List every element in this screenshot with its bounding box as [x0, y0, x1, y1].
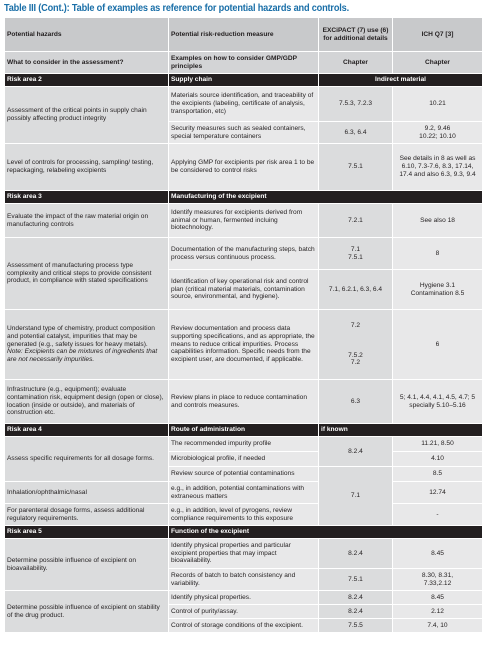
ich-cell: See details in 8 as well as 6.10, 7.3-7.6, 8.3, 17.14, 17.4 and also 6.3, 9.3, 9.4	[393, 144, 483, 191]
measure-cell: Security measures such as sealed containers, special temperature containers	[169, 122, 319, 144]
measure-cell: Identify physical properties.	[169, 591, 319, 605]
risk-area-label: Risk area 4	[5, 424, 169, 437]
risk-area-topic: Supply chain	[169, 74, 319, 87]
ich-line: 8.30, 8.31,	[421, 571, 454, 579]
table-row	[5, 380, 483, 424]
risk-area-note: if known	[319, 424, 483, 437]
ich-cell: 5; 4.1, 4.4, 4.1, 4.5, 4.7; 5 specially 5.10–5.16	[393, 380, 483, 424]
ich-cell: 8	[393, 238, 483, 270]
measure-cell: Records of batch to batch consistency and variability.	[169, 569, 319, 591]
measure-cell: The recommended impurity profile	[169, 437, 319, 452]
ich-cell: 6	[393, 310, 483, 380]
excipact-cell: 8.2.4	[319, 591, 393, 605]
excipact-cell: 7.1	[319, 467, 393, 526]
excipact-line: 7.2	[350, 321, 361, 329]
hazard-cell: Infrastructure (e.g., equipment); evaluate contamination risk, equipment design (open or close), location (inside or outside), and materials of construction etc.	[5, 380, 169, 424]
hazard-cell: Determine possible influence of excipient on stability of the drug product.	[5, 591, 169, 633]
table-row	[5, 238, 483, 270]
table-title: Table III (Cont.): Table of examples as reference for potential hazards and controls.	[4, 3, 349, 14]
measure-cell: Identify physical properties and particular excipient properties that may impact bioavailability.	[169, 539, 319, 569]
ich-cell: 10.21	[393, 87, 483, 122]
subheader-examples: Examples on how to consider GMP/GDP principles	[169, 52, 319, 74]
measure-cell: Materials source identification, and traceability of the excipients (labeling, certificate of analysis, transportation, etc)	[169, 87, 319, 122]
risk-area-topic: Manufacturing of the excipient	[169, 191, 483, 204]
excipact-cell: 7.5.3, 7.2.3	[319, 87, 393, 122]
ich-cell: 8.5	[393, 467, 483, 482]
excipact-line: 7.5.2	[348, 351, 363, 359]
excipact-cell: 7.2.1	[319, 204, 393, 238]
excipact-line: 7.2	[350, 359, 361, 367]
measure-cell: Review plans in place to reduce contamination and controls measures.	[169, 380, 319, 424]
hazard-note: Note: Excipients can be mixtures of ingredients that are not necessarily impurities.	[7, 348, 158, 364]
ich-line: Hygiene 3.1	[419, 281, 456, 289]
excipact-cell: 7.5.1	[319, 569, 393, 591]
excipact-cell	[319, 238, 393, 270]
excipact-cell: 8.2.4	[319, 539, 393, 569]
risk-area-note: Indirect material	[319, 74, 483, 87]
risk-area-row	[5, 526, 483, 539]
table-header-row	[5, 18, 483, 52]
hazard-text: Understand type of chemistry, product composition and potential catalyst, impurities that may be generated (e.g., safety issues for heavy metals).	[7, 325, 155, 348]
header-excipact: EXCiPACT (7) use (6) for additional details	[319, 18, 393, 52]
measure-cell: Review documentation and process data supporting specifications, and as appropriate, the means to reduce critical impurities. Process capabilities information. Specific needs from the excipient user, are documented, if applicable.	[169, 310, 319, 380]
excipact-cell: 8.2.4	[319, 437, 393, 467]
risk-area-topic: Function of the excipient	[169, 526, 483, 539]
hazard-cell	[5, 310, 169, 380]
ich-line: 7.33,2.12	[423, 579, 452, 587]
table-row	[5, 310, 483, 380]
ich-cell: 12.74	[393, 482, 483, 504]
ich-cell: 4.10	[393, 452, 483, 467]
hazard-cell: Determine possible influence of excipient on bioavailability.	[5, 539, 169, 591]
ich-cell: 7.4, 10	[393, 619, 483, 633]
risk-area-topic: Route of administration	[169, 424, 319, 437]
table-row	[5, 539, 483, 569]
hazard-cell: Level of controls for processing, sampling/ testing, repackaging, relabeling excipients	[5, 144, 169, 191]
subheader-chapter-excipact: Chapter	[319, 52, 393, 74]
excipact-cell: 8.2.4	[319, 605, 393, 619]
measure-cell: Control of storage conditions of the excipient.	[169, 619, 319, 633]
excipact-line: 7.1	[350, 245, 361, 253]
hazard-cell: For parenteral dosage forms, assess additional regulatory requirements.	[5, 504, 169, 526]
table-row	[5, 87, 483, 122]
hazard-cell: Inhalation/ophthalmic/nasal	[5, 482, 169, 504]
risk-area-row	[5, 74, 483, 87]
risk-area-label: Risk area 2	[5, 74, 169, 87]
hazard-cell: Evaluate the impact of the raw material origin on manufacturing controls	[5, 204, 169, 238]
table-subheader-row	[5, 52, 483, 74]
subheader-what-to-consider: What to consider in the assessment?	[5, 52, 169, 74]
table-row	[5, 144, 483, 191]
ich-cell: 2.12	[393, 605, 483, 619]
risk-area-label: Risk area 3	[5, 191, 169, 204]
measure-cell: Control of purity/assay.	[169, 605, 319, 619]
excipact-line: 7.5.1	[348, 253, 363, 261]
measure-cell: Documentation of the manufacturing steps, batch process versus continuous process.	[169, 238, 319, 270]
ich-cell: 11.21, 8.50	[393, 437, 483, 452]
ich-cell: See also 18	[393, 204, 483, 238]
hazard-cell: Assess specific requirements for all dosage forms.	[5, 437, 169, 482]
excipact-cell: 7.5.5	[319, 619, 393, 633]
ich-line: 9.2, 9.46	[424, 124, 451, 132]
hazards-table	[4, 17, 483, 633]
measure-cell: e.g., in addition, potential contaminations with extraneous matters	[169, 482, 319, 504]
measure-cell: Applying GMP for excipients per risk area 1 to be be considered to control risks	[169, 144, 319, 191]
header-potential-hazards: Potential hazards	[5, 18, 169, 52]
ich-line: Contamination 8.5	[410, 289, 465, 297]
ich-line: 10.22; 10.10	[419, 132, 456, 140]
table-row	[5, 504, 483, 526]
ich-cell	[393, 569, 483, 591]
hazard-cell: Assessment of manufacturing process type complexity and critical steps to provide consistent product, in compliance with stated specifications	[5, 238, 169, 310]
header-risk-reduction: Potential risk-reduction measure	[169, 18, 319, 52]
table-row	[5, 204, 483, 238]
table-row	[5, 591, 483, 605]
hazard-cell: Assessment of the critical points in supply chain possibly affecting product integrity	[5, 87, 169, 144]
risk-area-row	[5, 424, 483, 437]
subheader-chapter-ich: Chapter	[393, 52, 483, 74]
header-ich-q7: ICH Q7 [3]	[393, 18, 483, 52]
ich-cell	[393, 122, 483, 144]
excipact-cell: 7.5.1	[319, 144, 393, 191]
excipact-spacer	[321, 330, 390, 352]
measure-cell: Microbiological profile, if needed	[169, 452, 319, 467]
excipact-cell	[319, 310, 393, 380]
ich-cell: -	[393, 504, 483, 526]
measure-cell: Review source of potential contaminations	[169, 467, 319, 482]
table-row	[5, 437, 483, 452]
risk-area-row	[5, 191, 483, 204]
measure-cell: e.g., in addition, level of pyrogens, review compliance requirements to this exposure	[169, 504, 319, 526]
measure-cell: Identify measures for excipients derived from animal or human, fermented incluing biotechnology.	[169, 204, 319, 238]
ich-cell	[393, 270, 483, 310]
measure-cell: Identification of key operational risk and control plan (critical material materials, contamination source, environmental, and hygiene).	[169, 270, 319, 310]
ich-cell: 8.45	[393, 591, 483, 605]
ich-cell: 8.45	[393, 539, 483, 569]
risk-area-label: Risk area 5	[5, 526, 169, 539]
excipact-cell: 6.3, 6.4	[319, 122, 393, 144]
table-row	[5, 482, 483, 504]
excipact-cell: 7.1, 6.2.1, 6.3, 6.4	[319, 270, 393, 310]
excipact-cell: 6.3	[319, 380, 393, 424]
